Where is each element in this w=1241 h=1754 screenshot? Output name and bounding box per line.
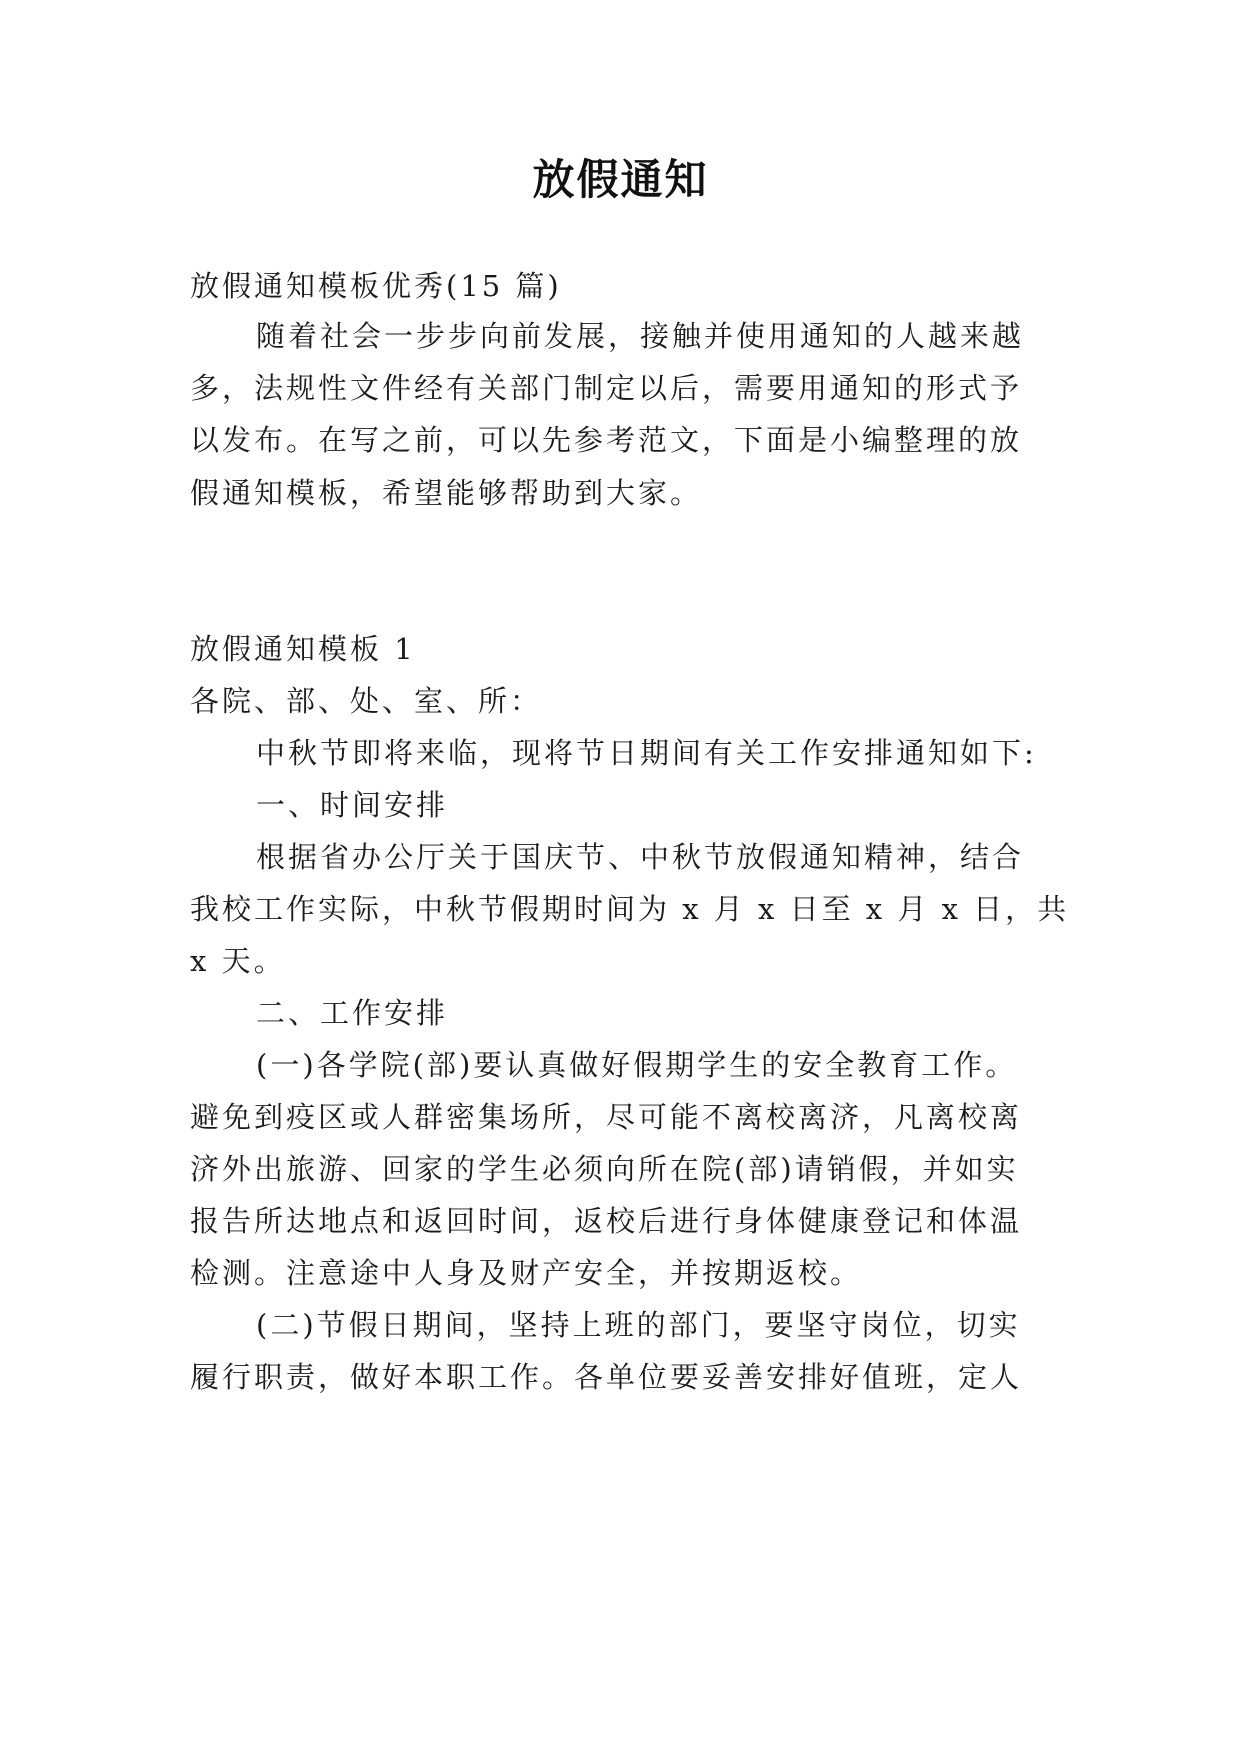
salutation: 各院、部、处、室、所： <box>190 684 543 718</box>
intro-line: 假通知模板，希望能够帮助到大家。 <box>190 476 703 510</box>
paragraph-line: 履行职责，做好本职工作。各单位要妥善安排好值班，定人 <box>190 1360 1023 1394</box>
intro-line: 以发布。在写之前，可以先参考范文，下面是小编整理的放 <box>190 423 1023 457</box>
opening-line: 中秋节即将来临，现将节日期间有关工作安排通知如下: <box>256 736 1037 770</box>
paragraph-line: 避免到疫区或人群密集场所，尽可能不离校离济，凡离校离 <box>190 1100 1023 1134</box>
collection-heading: 放假通知模板优秀(15 篇) <box>190 269 562 303</box>
paragraph-line: (二)节假日期间，坚持上班的部门，要坚守岗位，切实 <box>256 1308 1021 1342</box>
intro-line: 随着社会一步步向前发展，接触并使用通知的人越来越 <box>256 319 1025 353</box>
paragraph-line: (一)各学院(部)要认真做好假期学生的安全教育工作。 <box>256 1048 1018 1082</box>
paragraph-line: 检测。注意途中人身及财产安全，并按期返校。 <box>190 1256 863 1290</box>
section-heading-time: 一、时间安排 <box>256 788 449 822</box>
paragraph-line: 根据省办公厅关于国庆节、中秋节放假通知精神，结合 <box>256 840 1025 874</box>
template-heading: 放假通知模板 1 <box>190 632 416 666</box>
paragraph-line: 济外出旅游、回家的学生必须向所在院(部)请销假，并如实 <box>190 1152 1019 1186</box>
paragraph-line: x 天。 <box>190 944 286 978</box>
paragraph-line: 我校工作实际，中秋节假期时间为 x 月 x 日至 x 月 x 日，共 <box>190 892 1070 926</box>
section-heading-work: 二、工作安排 <box>256 996 449 1030</box>
paragraph-line: 报告所达地点和返回时间，返校后进行身体健康登记和体温 <box>190 1204 1023 1238</box>
intro-line: 多，法规性文件经有关部门制定以后，需要用通知的形式予 <box>190 371 1023 405</box>
document-title: 放假通知 <box>532 155 709 204</box>
